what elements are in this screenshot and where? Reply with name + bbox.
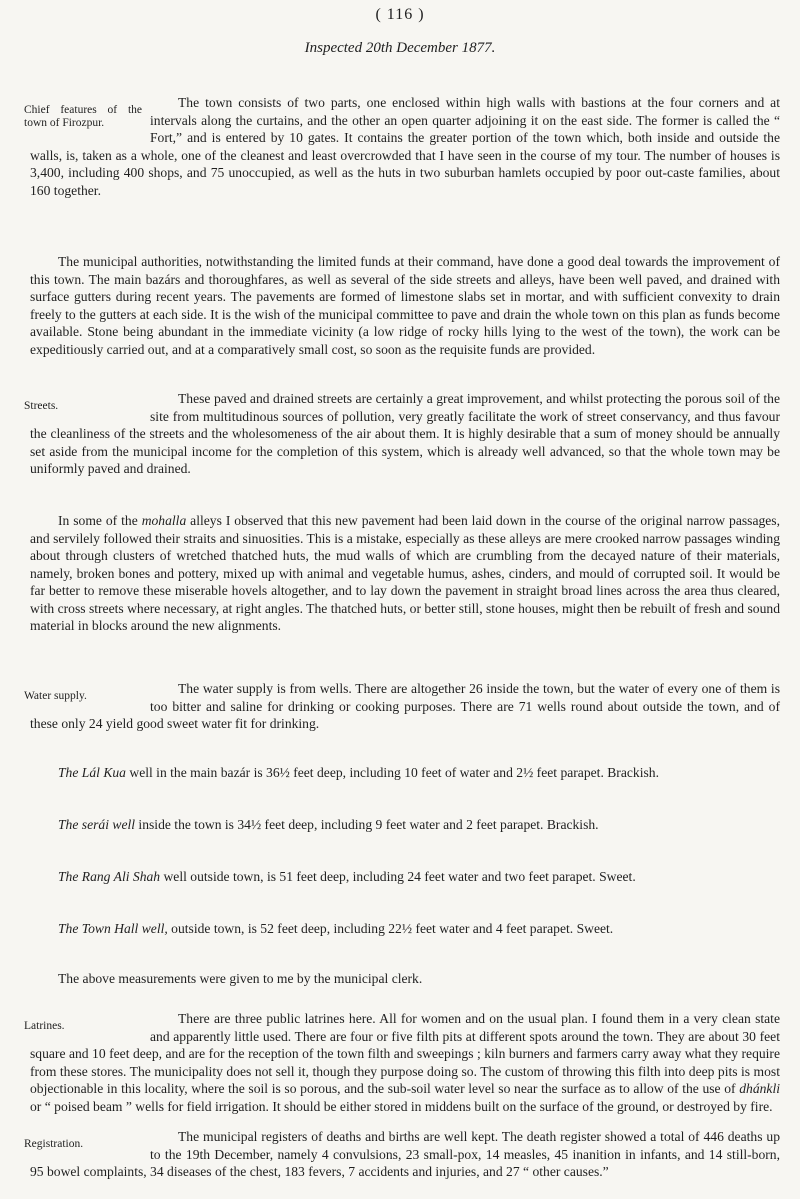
paragraph-mohalla bbox=[30, 512, 780, 635]
paragraph-text: In some of the bbox=[58, 513, 142, 528]
well-name: The serái well bbox=[58, 817, 136, 832]
paragraph-text: or “ poised beam ” wells for field irrigation. It should be either stored in middens built on the surface of the ground, or destroyed by fire. bbox=[30, 1098, 773, 1114]
paragraph-well-rang-ali-shah bbox=[30, 868, 780, 886]
paragraph-well-serai bbox=[30, 816, 780, 834]
paragraph-text: The town consists of two parts, one enclosed within high walls with bastions at the four corners and at intervals along the curtains, and the other an open quarter adjoining it on the east side. The former is called the “ Fort,” and is entered by 10 gates. It contains the greater portion of the town which, both inside and outside the walls, is, taken as a whole, one of the cleanest and least overcrowded that I have seen in the course of my tour. The number of houses is 3,400, including 400 shops, and 75 unoccupied, as well as the huts in two suburban hamlets occupied by poor out-caste families, about 160 together. bbox=[30, 95, 780, 198]
paragraph-text: These paved and drained streets are certainly a great improvement, and whilst protecting the porous soil of the site from multitudinous sources of pollution, very greatly facilitate the work of street conservancy, and thus favour the cleanliness of the streets and the wholesomeness of the air about them. It is highly desirable that a sum of money should be annually set aside from the municipal income for the completion of this system, which is already well advanced, so that the whole town may be uniformly paved and drained. bbox=[30, 391, 780, 476]
well-name: The Lál Kua bbox=[58, 765, 126, 780]
paragraph-text: The above measurements were given to me by the municipal clerk. bbox=[58, 971, 423, 986]
paragraph-text: well outside town, is 51 feet deep, including 24 feet water and two feet parapet. Sweet. bbox=[160, 869, 636, 884]
italic-term: dhánkli bbox=[739, 1081, 780, 1096]
paragraph-text: outside town, is 52 feet deep, including 22½ feet water and 4 feet parapet. Sweet. bbox=[167, 921, 614, 936]
margin-note-streets: Streets. bbox=[24, 400, 59, 412]
italic-term: mohalla bbox=[141, 513, 187, 528]
well-name: The Rang Ali Shah bbox=[58, 869, 161, 884]
margin-note-latrines: Latrines. bbox=[24, 1020, 65, 1032]
page-heading: Inspected 20th December 1877. bbox=[304, 40, 496, 56]
paragraph-registration bbox=[24, 1128, 780, 1181]
paragraph-streets bbox=[24, 390, 780, 478]
margin-note-registration: Registration. bbox=[24, 1138, 84, 1150]
paragraph-town-features bbox=[24, 94, 780, 199]
well-name: The Town Hall well, bbox=[58, 921, 168, 936]
paragraph-text: The water supply is from wells. There are altogether 26 inside the town, but the water of every one of them is too bitter and saline for drinking or cooking purposes. There are 71 wells round about outside the town, and of these only 24 yield good sweet water fit for drinking. bbox=[30, 681, 780, 731]
paragraph-well-lal-kua bbox=[30, 764, 780, 782]
margin-note-water: Water supply. bbox=[24, 690, 87, 702]
margin-note-town: Chief features of the town of Firozpur. bbox=[24, 104, 142, 129]
paragraph-text: The municipal authorities, notwithstanding the limited funds at their command, have done a good deal towards the improvement of this town. The main bazárs and thoroughfares, as well as several of the side streets and alleys, have been well paved, and drained with surface gutters during recent years. The pavements are formed of limestone slabs set in mortar, and with sufficient convexity to drain freely to the gutters at each side. It is the wish of the municipal committee to pave and drain the whole town on this plan as funds become available. Stone being abundant in the immediate vicinity (a low ridge of rocky hills lying to the west of the town), the work can be expeditiously carried out, and at a comparatively small cost, so soon as the requisite funds are provided. bbox=[30, 254, 780, 357]
paragraph-text: well in the main bazár is 36½ feet deep, including 10 feet of water and 2½ feet parapet. Brackish. bbox=[125, 765, 659, 780]
paragraph-text: There are three public latrines here. All for women and on the usual plan. I found them in a very clean state and apparently little used. There are four or five filth pits at different spots around the town. They are about 30 feet square and 10 feet deep, and are for the reception of the town filth and sweepings ; kiln burners and farmers carry away what they require from these stores. The municipality does not sell it, though they purpose doing so. The custom of throwing this filth into deep pits is most objectionable in this locality, where the soil is so porous, and the sub-soil water level so near the surface as to allow of the use of bbox=[30, 1011, 780, 1096]
paragraph-water-supply bbox=[24, 680, 780, 733]
paragraph-measurements bbox=[30, 970, 780, 988]
page-number: ( 116 ) bbox=[375, 6, 425, 23]
paragraph-latrines bbox=[24, 1010, 780, 1115]
paragraph-text: The municipal registers of deaths and births are well kept. The death register showed a total of 446 deaths up to the 19th December, namely 4 convulsions, 23 small-pox, 14 measles, 45 inanition in infants, and 14 still-born, 95 bowel complaints, 34 diseases of the chest, 183 fevers, 7 accidents and injuries, and 27 “ other causes.” bbox=[30, 1129, 780, 1179]
paragraph-well-town-hall bbox=[30, 920, 780, 938]
paragraph-municipal bbox=[30, 253, 780, 358]
paragraph-text: alleys I observed that this new pavement had been laid down in the course of the original narrow passages, and servilely followed their straits and sinuosities. This is a mistake, especially as these alleys are mere crooked narrow passages winding about through clusters of wretched thatched huts, the mud walls of which are crumbling from the decayed nature of their materials, namely, broken bones and pottery, mixed up with animal and vegetable humus, ashes, cinders, and mould of corrupted soil. It would be far better to remove these miserable hovels altogether, and to lay down the pavement in straight broad lines across the area thus cleared, with cross streets where necessary, at right angles. The thatched huts, or better still, stone houses, might then be rebuilt of fresh and sound material in blocks around the new alignments. bbox=[30, 513, 780, 633]
paragraph-text: inside the town is 34½ feet deep, including 9 feet water and 2 feet parapet. Brackish. bbox=[135, 817, 599, 832]
